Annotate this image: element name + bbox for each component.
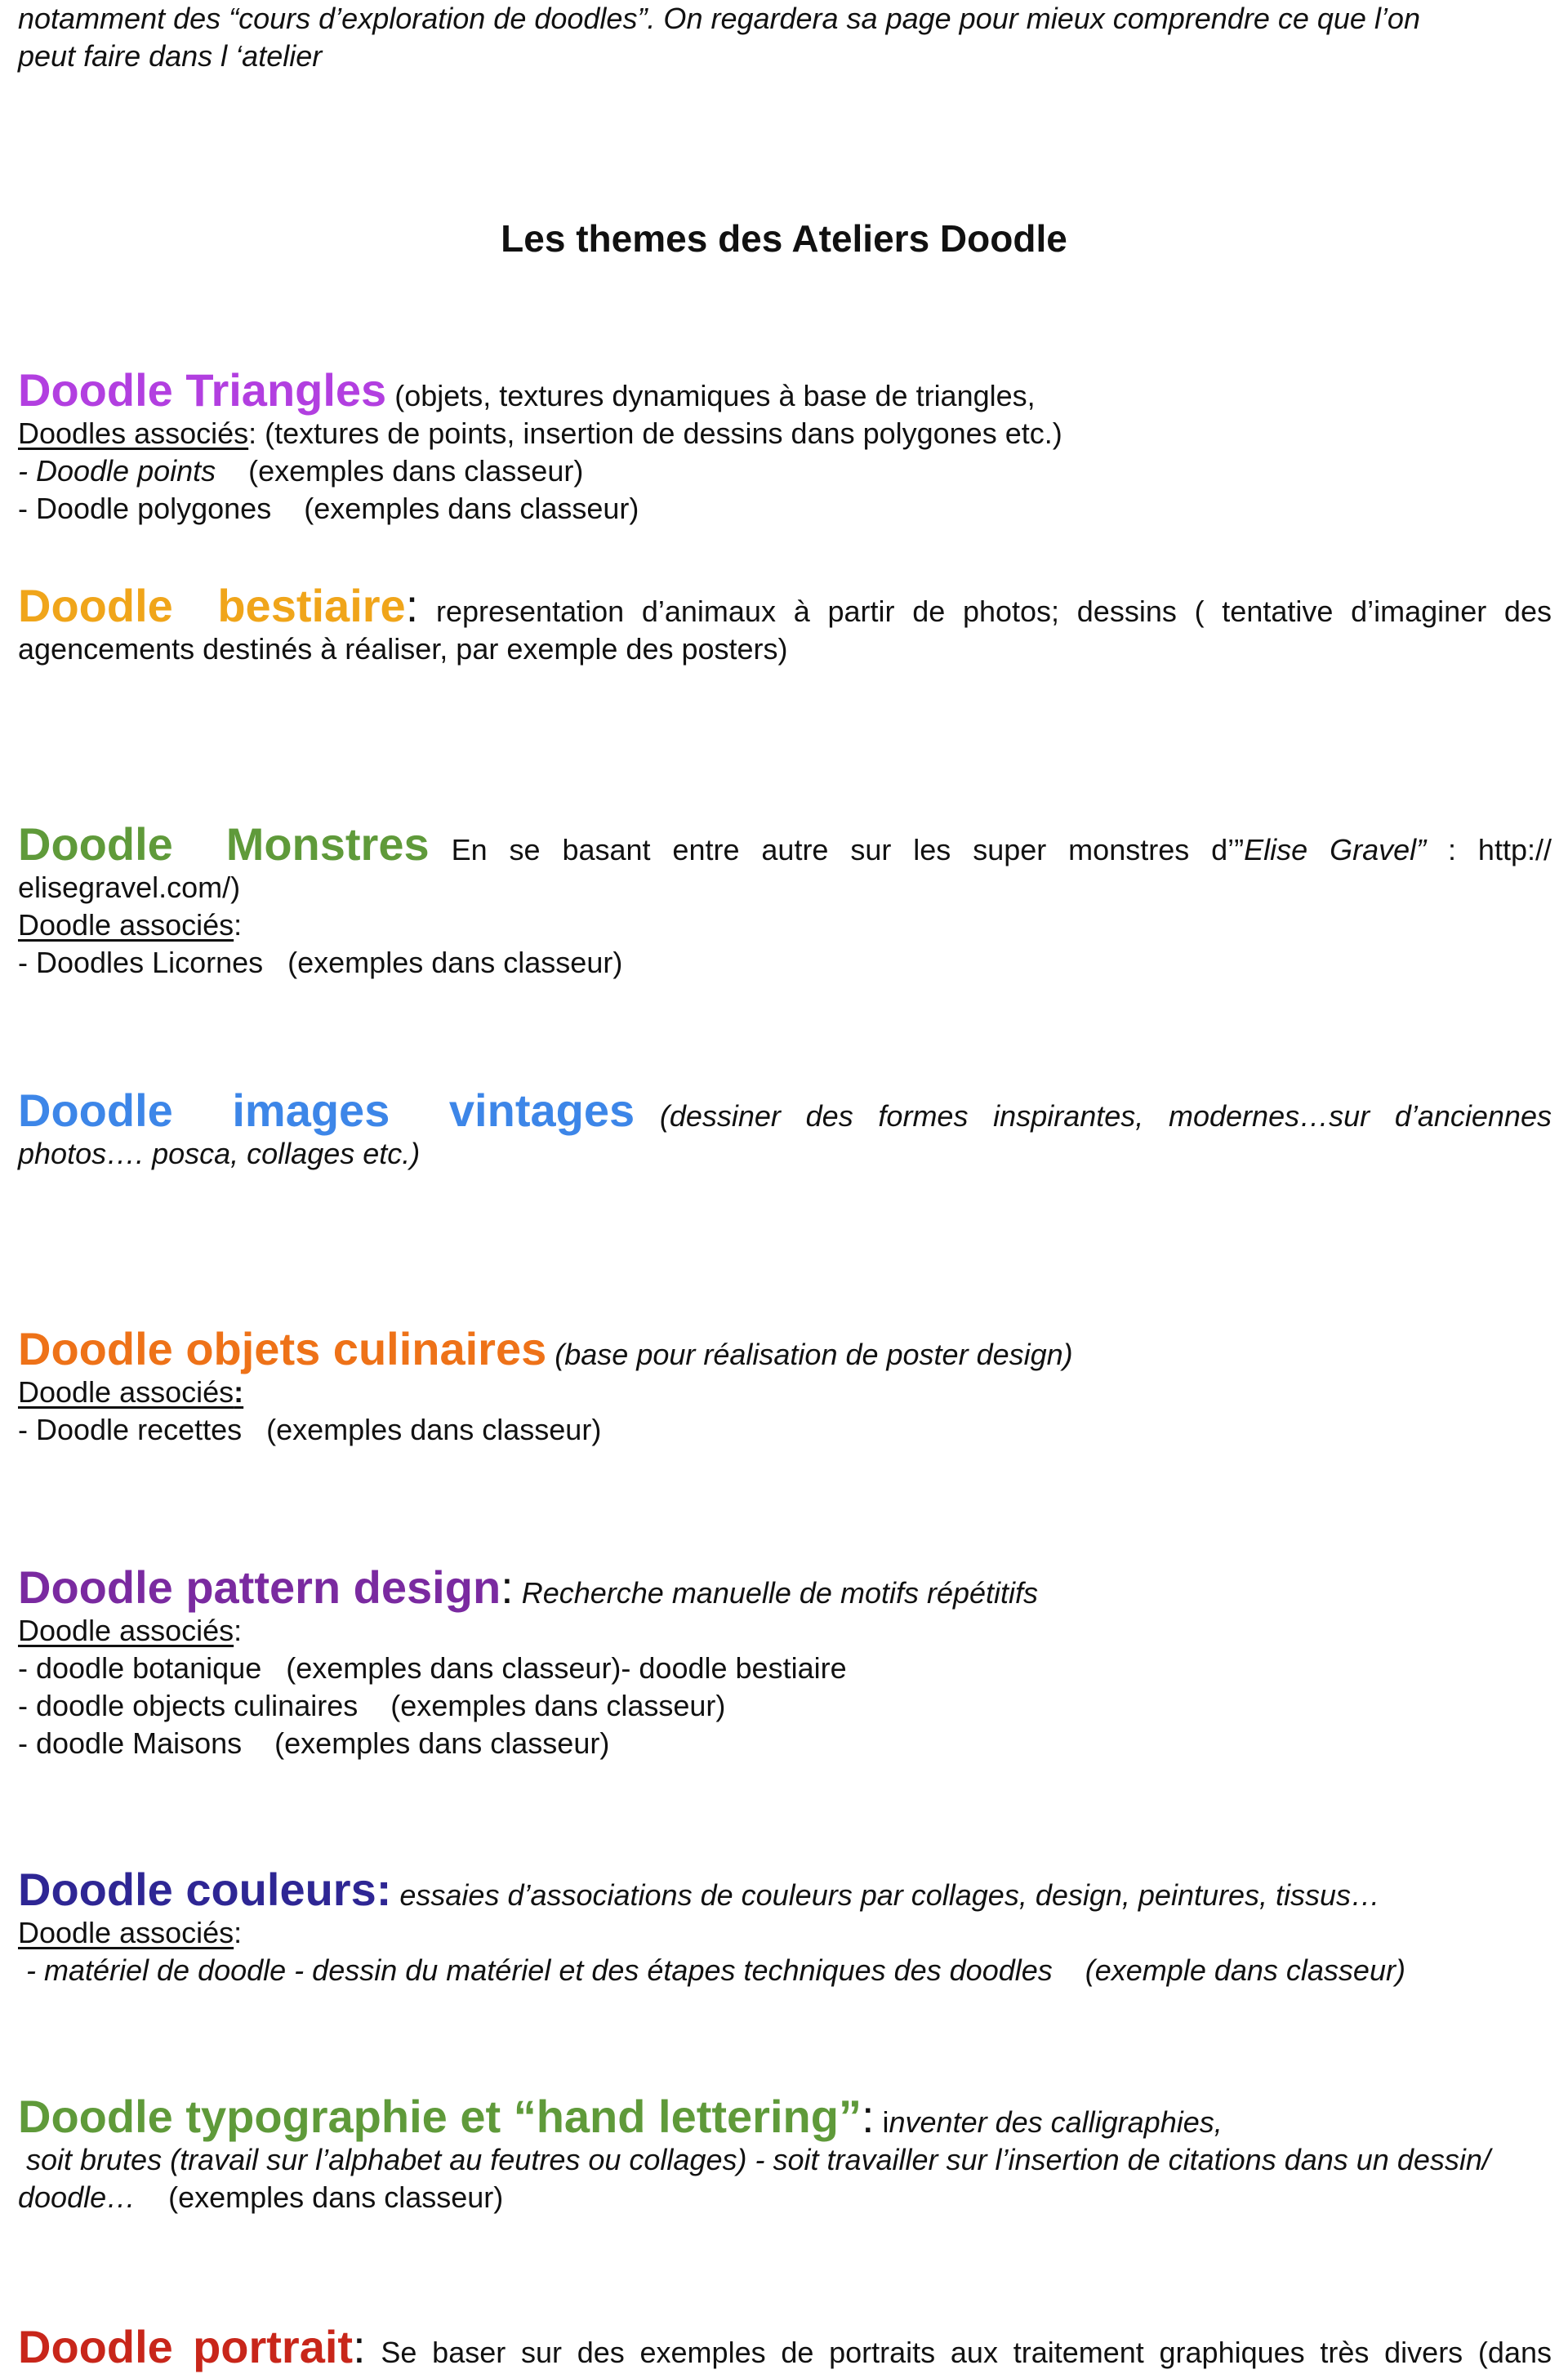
typographie-desc-3-it: doodle… (18, 2180, 136, 2214)
culinaires-desc: (base pour réalisation de poster design) (546, 1338, 1073, 1371)
culinaires-assoc-rest: : (234, 1375, 244, 1409)
portrait-heading: Doodle portrait (18, 2321, 354, 2372)
culinaires-heading-line (18, 1325, 1552, 1374)
section-typographie (18, 2092, 1552, 2216)
couleurs-assoc-line (18, 1914, 1552, 1952)
typographie-desc-1: nventer des calligraphies, (889, 2105, 1223, 2139)
pattern-item-1: - doodle botanique (exemples dans classeur)- doodle bestiaire (18, 1651, 847, 1685)
monstres-assoc-line (18, 906, 1552, 944)
portrait-colon: : (353, 2321, 366, 2372)
pattern-heading-line (18, 1563, 1552, 1612)
monstres-line-1 (18, 820, 1552, 869)
triangles-assoc-line (18, 415, 1552, 452)
triangles-item-1-note: (exemples dans classeur) (216, 454, 584, 488)
pattern-colon: : (501, 1561, 514, 1613)
vintages-line-1 (18, 1086, 1552, 1135)
section-culinaires (18, 1325, 1552, 1449)
couleurs-assoc-label: Doodle associés (18, 1916, 234, 1949)
culinaires-assoc-label: Doodle associés (18, 1375, 234, 1409)
monstres-assoc-label: Doodle associés (18, 908, 234, 942)
section-portrait (18, 2323, 1552, 2372)
pattern-assoc-label: Doodle associés (18, 1614, 234, 1647)
pattern-desc: Recherche manuelle de motifs répétitifs (513, 1576, 1039, 1610)
typographie-colon: : (861, 2091, 875, 2142)
monstres-desc-1b: Elise Gravel” (1244, 833, 1427, 866)
triangles-item-1 (18, 452, 1552, 490)
section-couleurs (18, 1865, 1552, 1989)
triangles-heading-line (18, 366, 1552, 415)
section-monstres (18, 820, 1552, 982)
triangles-item-2: - Doodle polygones (exemples dans classeur) (18, 492, 639, 525)
pattern-assoc-rest: : (234, 1614, 243, 1647)
intro-line-2: peut faire dans l ‘atelier (18, 39, 323, 73)
couleurs-assoc-rest: : (234, 1916, 243, 1949)
culinaires-heading: Doodle objets culinaires (18, 1323, 547, 1374)
typographie-heading-line (18, 2092, 1552, 2141)
monstres-assoc-rest: : (234, 908, 243, 942)
triangles-assoc-label: Doodles associés (18, 416, 249, 450)
culinaires-assoc-line (18, 1374, 1552, 1411)
typographie-desc-2: soit brutes (travail sur l’alphabet au feutres ou collages) - soit travailler sur l’insertion de citations dans un dessin/ (18, 2143, 1490, 2176)
typographie-desc-i: i (874, 2105, 889, 2139)
vintages-desc-2: photos…. posca, collages etc.) (18, 1137, 421, 1170)
section-triangles (18, 366, 1552, 528)
portrait-line-1 (18, 2323, 1552, 2372)
couleurs-desc: essaies d’associations de couleurs par collages, design, peintures, tissus… (391, 1878, 1381, 1912)
page-title: Les themes des Ateliers Doodle (501, 217, 1067, 260)
intro-paragraph (18, 0, 1552, 75)
triangles-assoc-rest: : (textures de points, insertion de dessins dans polygones etc.) (248, 416, 1062, 450)
couleurs-heading: Doodle couleurs: (18, 1864, 392, 1915)
typographie-desc-3-rest: (exemples dans classeur) (136, 2180, 504, 2214)
pattern-assoc-line (18, 1612, 1552, 1650)
monstres-desc-2: elisegravel.com/) (18, 871, 241, 904)
triangles-item-1-name: - Doodle points (18, 454, 216, 488)
section-bestiaire (18, 581, 1552, 668)
pattern-heading: Doodle pattern design (18, 1561, 501, 1613)
vintages-desc-1: (dessiner des formes inspirantes, modernes…sur d’anciennes (659, 1099, 1552, 1133)
culinaires-item-1: - Doodle recettes (exemples dans classeur) (18, 1413, 602, 1446)
bestiaire-line-1 (18, 581, 1552, 630)
couleurs-item-1: - matériel de doodle - dessin du matériel et des étapes techniques des doodles (exemple dans classeur) (18, 1953, 1405, 1987)
section-vintages (18, 1086, 1552, 1173)
monstres-item-1: - Doodles Licornes (exemples dans classeur) (18, 946, 623, 979)
typographie-desc-3 (18, 2179, 1552, 2216)
bestiaire-desc-1: representation d’animaux à partir de photos; dessins ( tentative d’imaginer des (435, 595, 1552, 628)
bestiaire-colon: : (405, 580, 419, 631)
monstres-heading: Doodle Monstres (18, 818, 430, 870)
portrait-desc-1: Se baser sur des exemples de portraits aux traitement graphiques très divers (dans (381, 2336, 1552, 2369)
couleurs-heading-line (18, 1865, 1552, 1914)
triangles-heading: Doodle Triangles (18, 364, 387, 416)
pattern-item-2: - doodle objects culinaires (exemples dans classeur) (18, 1689, 726, 1722)
monstres-desc-1c: : http:// (1426, 833, 1552, 866)
pattern-item-3: - doodle Maisons (exemples dans classeur) (18, 1726, 610, 1760)
section-pattern (18, 1563, 1552, 1762)
typographie-heading: Doodle typographie et “hand lettering” (18, 2091, 862, 2142)
monstres-desc-1a: En se basant entre autre sur les super monstres d’” (451, 833, 1245, 866)
vintages-heading: Doodle images vintages (18, 1085, 635, 1136)
bestiaire-desc-2: agencements destinés à réaliser, par exemple des posters) (18, 632, 788, 666)
bestiaire-heading: Doodle bestiaire (18, 580, 406, 631)
triangles-desc: (objets, textures dynamiques à base de triangles, (386, 379, 1036, 412)
intro-line-1: notamment des “cours d’exploration de doodles”. On regardera sa page pour mieux comprendre ce que l’on (18, 2, 1420, 35)
